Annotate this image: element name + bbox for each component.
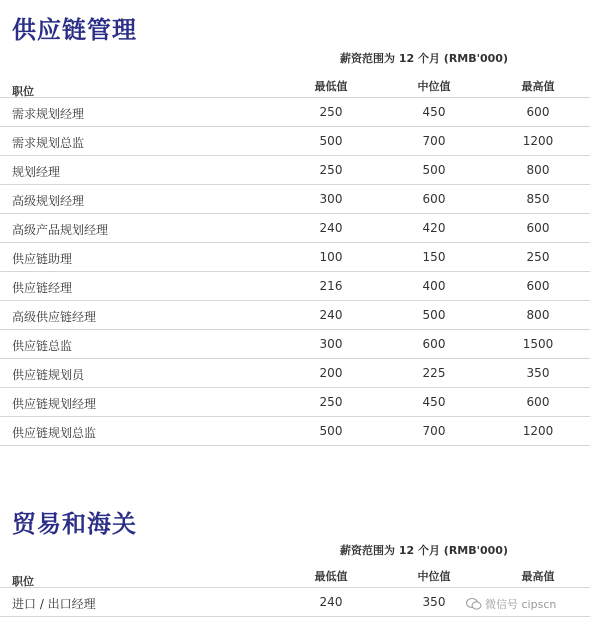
header-mid: 中位值 [417,570,451,583]
watermark [466,596,556,612]
salary-range-label: 薪资范围为 12 个月 (RMB'000) [340,52,508,65]
header-mid: 中位值 [417,80,451,93]
header-max: 最高值 [521,570,555,583]
cell-mid: 450 [422,395,446,409]
cell-mid: 350 [422,595,446,609]
cell-max: 600 [526,395,550,409]
cell-min: 240 [319,308,343,322]
table-header [0,78,590,96]
table-row [0,387,590,416]
table-row [0,126,590,155]
cell-position: 供应链规划总监 [12,426,97,440]
cell-min: 200 [319,366,343,380]
cell-min: 216 [319,279,343,293]
cell-max: 600 [526,221,550,235]
cell-max: 600 [526,105,550,119]
cell-mid: 150 [422,250,446,264]
cell-mid: 600 [422,337,446,351]
table-row [0,329,590,358]
cell-min: 250 [319,163,343,177]
cell-min: 250 [319,105,343,119]
table-row [0,242,590,271]
cell-position: 高级产品规划经理 [12,223,109,237]
cell-position: 需求规划经理 [12,107,85,121]
cell-mid: 700 [422,134,446,148]
cell-min: 500 [319,424,343,438]
salary-table [0,97,590,446]
cell-min: 240 [319,221,343,235]
cell-max: 600 [526,279,550,293]
cell-position: 供应链规划经理 [12,397,97,411]
cell-position: 供应链总监 [12,339,73,353]
cell-max: 350 [526,366,550,380]
cell-max: 800 [526,308,550,322]
salary-range-label: 薪资范围为 12 个月 (RMB'000) [340,544,508,557]
cell-mid: 225 [422,366,446,380]
watermark-text: 微信号 cipscn [485,598,557,611]
cell-max: 250 [526,250,550,264]
table-row [0,184,590,213]
table-row [0,416,590,446]
cell-mid: 400 [422,279,446,293]
cell-position: 规划经理 [12,165,61,179]
wechat-icon [466,598,482,610]
cell-position: 高级规划经理 [12,194,85,208]
cell-position: 高级供应链经理 [12,310,97,324]
cell-max: 1200 [522,134,554,148]
cell-min: 240 [319,595,343,609]
cell-mid: 700 [422,424,446,438]
header-min: 最低值 [314,570,348,583]
table-row [0,358,590,387]
cell-position: 供应链规划员 [12,368,85,382]
header-position: 职位 [12,85,34,98]
cell-min: 500 [319,134,343,148]
cell-position: 进口 / 出口经理 [12,597,96,611]
table-row [0,97,590,126]
section-title: 贸易和海关 [12,510,137,538]
cell-position: 需求规划总监 [12,136,85,150]
header-max: 最高值 [521,80,555,93]
cell-max: 1500 [522,337,554,351]
cell-position: 供应链经理 [12,281,73,295]
table-row [0,213,590,242]
cell-mid: 500 [422,308,446,322]
cell-min: 250 [319,395,343,409]
cell-mid: 420 [422,221,446,235]
header-position: 职位 [12,575,34,588]
section-title: 供应链管理 [12,16,137,44]
cell-min: 300 [319,192,343,206]
table-header [0,568,590,586]
cell-min: 100 [319,250,343,264]
header-min: 最低值 [314,80,348,93]
cell-position: 供应链助理 [12,252,73,266]
table-row [0,300,590,329]
cell-min: 300 [319,337,343,351]
cell-max: 850 [526,192,550,206]
cell-max: 1200 [522,424,554,438]
table-row [0,155,590,184]
cell-mid: 500 [422,163,446,177]
cell-mid: 600 [422,192,446,206]
cell-mid: 450 [422,105,446,119]
cell-max: 800 [526,163,550,177]
table-row [0,271,590,300]
